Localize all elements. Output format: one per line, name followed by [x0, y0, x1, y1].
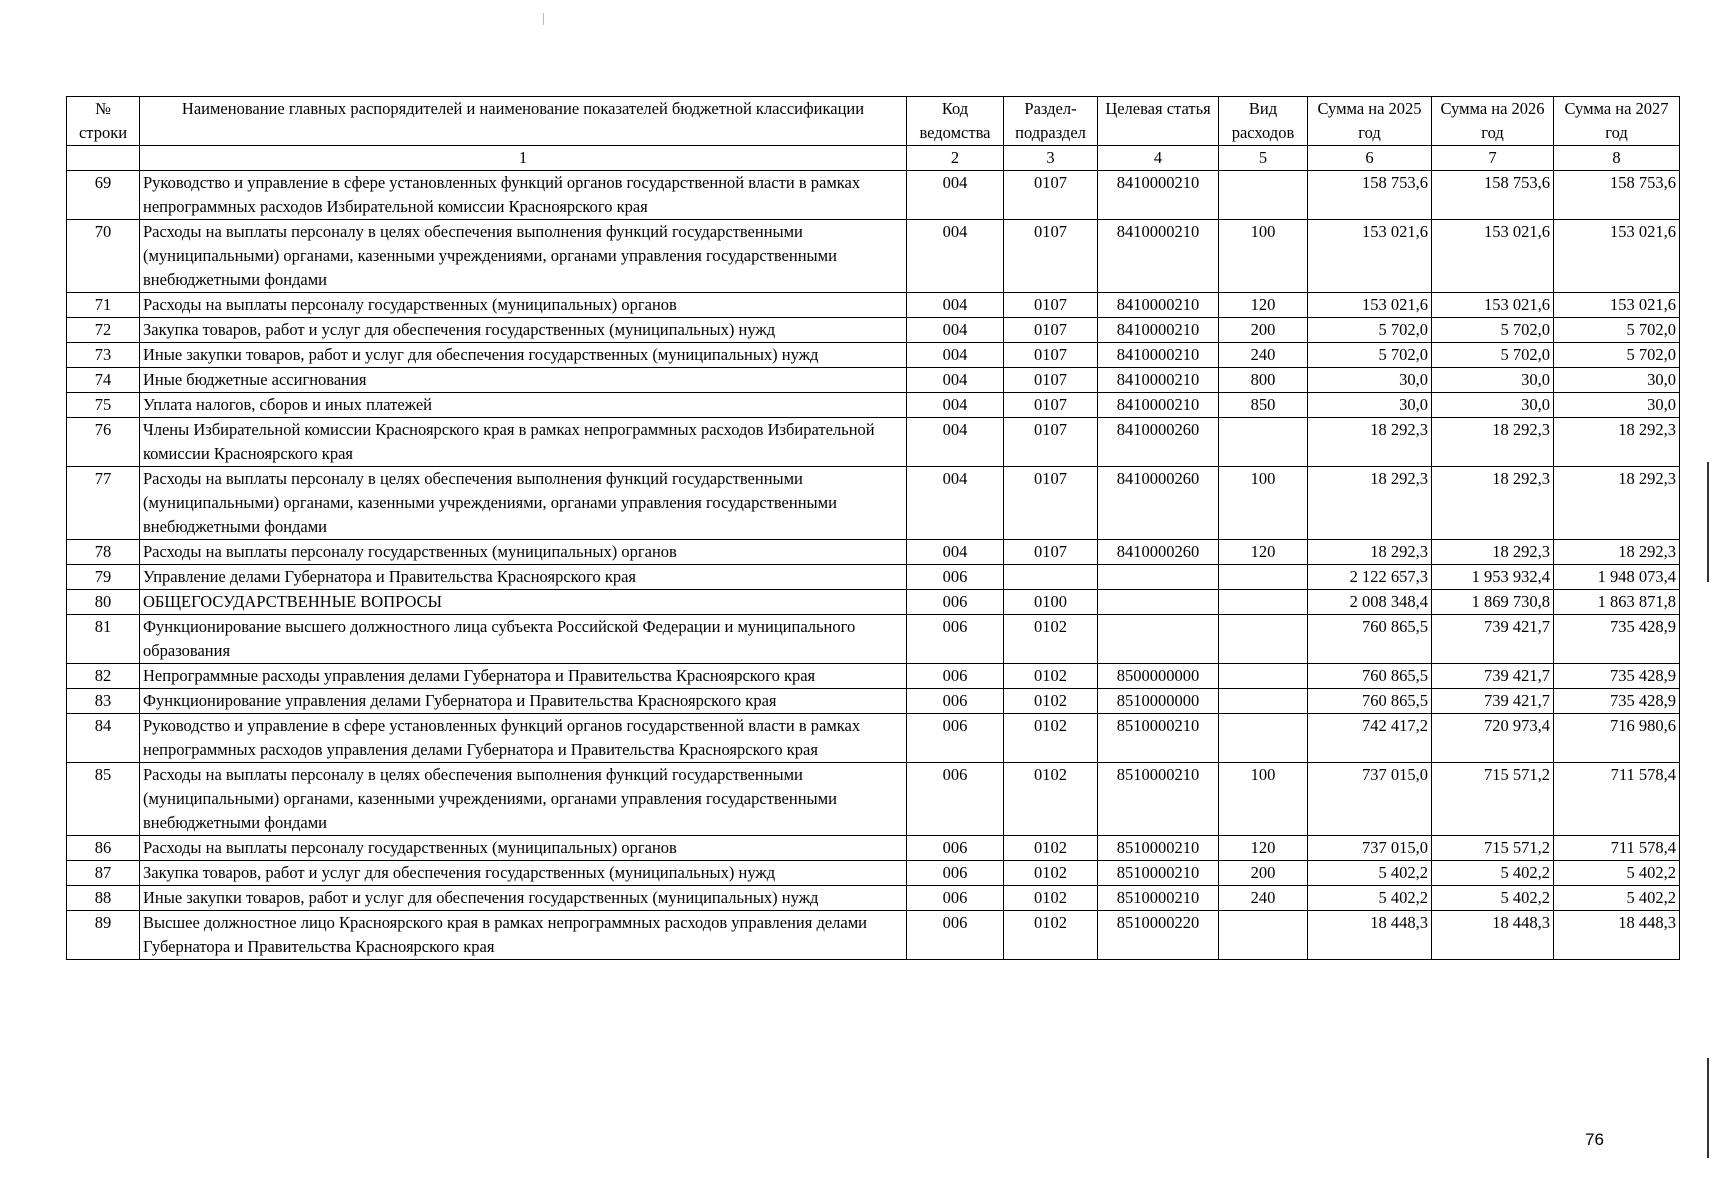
- row-target-article: [1098, 565, 1219, 590]
- column-number: [67, 146, 140, 171]
- row-target-article: 8410000260: [1098, 540, 1219, 565]
- row-section: 0102: [1004, 861, 1098, 886]
- row-number: 80: [67, 590, 140, 615]
- row-sum-2026: 5 702,0: [1432, 318, 1554, 343]
- table-row: [67, 467, 1680, 540]
- row-sum-2025: 30,0: [1308, 368, 1432, 393]
- row-name: Функционирование управления делами Губернатора и Правительства Красноярского края: [140, 689, 907, 714]
- row-dept-code: 006: [907, 763, 1004, 836]
- row-sum-2026: 720 973,4: [1432, 714, 1554, 763]
- column-number: 2: [907, 146, 1004, 171]
- row-sum-2026: 30,0: [1432, 393, 1554, 418]
- row-sum-2026: 153 021,6: [1432, 293, 1554, 318]
- row-name: ОБЩЕГОСУДАРСТВЕННЫЕ ВОПРОСЫ: [140, 590, 907, 615]
- row-sum-2025: 5 402,2: [1308, 886, 1432, 911]
- row-sum-2027: 735 428,9: [1554, 664, 1680, 689]
- row-name: Закупка товаров, работ и услуг для обеспечения государственных (муниципальных) нужд: [140, 318, 907, 343]
- row-dept-code: 004: [907, 171, 1004, 220]
- row-expense-type: 800: [1219, 368, 1308, 393]
- row-number: 76: [67, 418, 140, 467]
- row-name: Уплата налогов, сборов и иных платежей: [140, 393, 907, 418]
- row-sum-2027: 5 702,0: [1554, 343, 1680, 368]
- scan-mark: [543, 13, 544, 25]
- row-expense-type: 100: [1219, 467, 1308, 540]
- row-target-article: [1098, 615, 1219, 664]
- row-section: 0102: [1004, 836, 1098, 861]
- row-name: Члены Избирательной комиссии Красноярского края в рамках непрограммных расходов Избирательной комиссии Красноярского края: [140, 418, 907, 467]
- row-dept-code: 004: [907, 318, 1004, 343]
- header-row-no: № строки: [67, 97, 140, 146]
- row-sum-2025: 18 292,3: [1308, 418, 1432, 467]
- row-section: 0107: [1004, 343, 1098, 368]
- row-name: Закупка товаров, работ и услуг для обеспечения государственных (муниципальных) нужд: [140, 861, 907, 886]
- row-expense-type: [1219, 664, 1308, 689]
- row-number: 74: [67, 368, 140, 393]
- row-sum-2026: 18 292,3: [1432, 467, 1554, 540]
- row-dept-code: 006: [907, 664, 1004, 689]
- row-expense-type: [1219, 714, 1308, 763]
- row-number: 77: [67, 467, 140, 540]
- row-sum-2027: 5 402,2: [1554, 861, 1680, 886]
- table-row: [67, 540, 1680, 565]
- row-sum-2025: 742 417,2: [1308, 714, 1432, 763]
- table-row: [67, 318, 1680, 343]
- row-number: 71: [67, 293, 140, 318]
- row-expense-type: [1219, 171, 1308, 220]
- row-expense-type: [1219, 615, 1308, 664]
- row-target-article: 8510000210: [1098, 836, 1219, 861]
- row-dept-code: 006: [907, 861, 1004, 886]
- row-sum-2027: 711 578,4: [1554, 836, 1680, 861]
- budget-table: [66, 96, 1680, 960]
- row-target-article: 8410000210: [1098, 171, 1219, 220]
- row-sum-2025: 18 448,3: [1308, 911, 1432, 960]
- row-sum-2027: 735 428,9: [1554, 689, 1680, 714]
- header-section: Раздел-подраздел: [1004, 97, 1098, 146]
- row-sum-2025: 18 292,3: [1308, 540, 1432, 565]
- row-sum-2027: 735 428,9: [1554, 615, 1680, 664]
- row-expense-type: 120: [1219, 540, 1308, 565]
- row-expense-type: [1219, 689, 1308, 714]
- table-row: [67, 565, 1680, 590]
- header-expense-type: Вид расходов: [1219, 97, 1308, 146]
- row-target-article: 8410000210: [1098, 343, 1219, 368]
- row-sum-2025: 2 008 348,4: [1308, 590, 1432, 615]
- budget-sheet: [66, 96, 1679, 960]
- row-section: 0102: [1004, 886, 1098, 911]
- row-number: 69: [67, 171, 140, 220]
- row-name: Иные бюджетные ассигнования: [140, 368, 907, 393]
- row-target-article: 8410000210: [1098, 220, 1219, 293]
- row-sum-2027: 158 753,6: [1554, 171, 1680, 220]
- row-sum-2026: 1 953 932,4: [1432, 565, 1554, 590]
- row-dept-code: 006: [907, 590, 1004, 615]
- row-section: 0107: [1004, 467, 1098, 540]
- scan-edge-mark: [1707, 1058, 1709, 1158]
- row-section: 0107: [1004, 318, 1098, 343]
- row-target-article: 8410000260: [1098, 467, 1219, 540]
- row-expense-type: [1219, 911, 1308, 960]
- header-sum-2026: Сумма на 2026 год: [1432, 97, 1554, 146]
- row-sum-2025: 153 021,6: [1308, 220, 1432, 293]
- row-name: Функционирование высшего должностного лица субъекта Российской Федерации и муниципального образования: [140, 615, 907, 664]
- row-section: 0107: [1004, 171, 1098, 220]
- row-sum-2026: 739 421,7: [1432, 689, 1554, 714]
- row-sum-2025: 158 753,6: [1308, 171, 1432, 220]
- column-number: 1: [140, 146, 907, 171]
- page-number: 76: [1585, 1130, 1604, 1149]
- row-section: 0100: [1004, 590, 1098, 615]
- row-target-article: 8410000210: [1098, 293, 1219, 318]
- row-dept-code: 006: [907, 911, 1004, 960]
- row-number: 79: [67, 565, 140, 590]
- row-sum-2026: 1 869 730,8: [1432, 590, 1554, 615]
- row-name: Расходы на выплаты персоналу в целях обеспечения выполнения функций государственными (муниципальными) органами, казенными учреждениями, органами управления государственными внебюджетными фондами: [140, 763, 907, 836]
- row-number: 84: [67, 714, 140, 763]
- row-dept-code: 006: [907, 615, 1004, 664]
- row-dept-code: 006: [907, 836, 1004, 861]
- row-sum-2025: 5 702,0: [1308, 343, 1432, 368]
- row-number: 89: [67, 911, 140, 960]
- row-expense-type: [1219, 418, 1308, 467]
- row-sum-2027: 18 292,3: [1554, 540, 1680, 565]
- row-sum-2025: 737 015,0: [1308, 836, 1432, 861]
- row-sum-2027: 18 292,3: [1554, 418, 1680, 467]
- row-name: Управление делами Губернатора и Правительства Красноярского края: [140, 565, 907, 590]
- row-sum-2026: 739 421,7: [1432, 664, 1554, 689]
- table-row: [67, 343, 1680, 368]
- row-target-article: 8410000210: [1098, 393, 1219, 418]
- row-sum-2027: 711 578,4: [1554, 763, 1680, 836]
- row-name: Руководство и управление в сфере установленных функций органов государственной власти в рамках непрограммных расходов управления делами Губернатора и Правительства Красноярского края: [140, 714, 907, 763]
- column-number: 7: [1432, 146, 1554, 171]
- row-section: 0102: [1004, 664, 1098, 689]
- row-expense-type: 200: [1219, 318, 1308, 343]
- row-sum-2025: 760 865,5: [1308, 689, 1432, 714]
- header-row: [67, 97, 1680, 146]
- row-target-article: 8510000210: [1098, 763, 1219, 836]
- row-section: 0107: [1004, 293, 1098, 318]
- row-expense-type: 240: [1219, 886, 1308, 911]
- row-dept-code: 004: [907, 393, 1004, 418]
- row-sum-2025: 760 865,5: [1308, 615, 1432, 664]
- row-name: Высшее должностное лицо Красноярского края в рамках непрограммных расходов управления делами Губернатора и Правительства Красноярского края: [140, 911, 907, 960]
- column-number: 6: [1308, 146, 1432, 171]
- row-number: 75: [67, 393, 140, 418]
- row-sum-2027: 5 402,2: [1554, 886, 1680, 911]
- row-sum-2026: 158 753,6: [1432, 171, 1554, 220]
- row-target-article: 8410000210: [1098, 318, 1219, 343]
- header-sum-2027: Сумма на 2027 год: [1554, 97, 1680, 146]
- table-row: [67, 911, 1680, 960]
- row-sum-2026: 5 702,0: [1432, 343, 1554, 368]
- row-number: 86: [67, 836, 140, 861]
- row-target-article: 8510000210: [1098, 861, 1219, 886]
- column-number: 5: [1219, 146, 1308, 171]
- row-sum-2025: 5 702,0: [1308, 318, 1432, 343]
- row-sum-2027: 30,0: [1554, 393, 1680, 418]
- row-expense-type: 200: [1219, 861, 1308, 886]
- row-number: 82: [67, 664, 140, 689]
- row-sum-2025: 737 015,0: [1308, 763, 1432, 836]
- row-sum-2025: 30,0: [1308, 393, 1432, 418]
- table-row: [67, 368, 1680, 393]
- row-number: 81: [67, 615, 140, 664]
- row-dept-code: 006: [907, 714, 1004, 763]
- row-expense-type: 120: [1219, 293, 1308, 318]
- column-number: 8: [1554, 146, 1680, 171]
- table-row: [67, 615, 1680, 664]
- row-name: Руководство и управление в сфере установленных функций органов государственной власти в рамках непрограммных расходов Избирательной комиссии Красноярского края: [140, 171, 907, 220]
- row-name: Расходы на выплаты персоналу государственных (муниципальных) органов: [140, 540, 907, 565]
- row-dept-code: 004: [907, 368, 1004, 393]
- row-sum-2027: 18 292,3: [1554, 467, 1680, 540]
- table-row: [67, 171, 1680, 220]
- row-expense-type: [1219, 565, 1308, 590]
- row-dept-code: 006: [907, 565, 1004, 590]
- row-section: 0102: [1004, 689, 1098, 714]
- row-target-article: 8510000000: [1098, 689, 1219, 714]
- header-name: Наименование главных распорядителей и наименование показателей бюджетной классификации: [140, 97, 907, 146]
- row-sum-2025: 18 292,3: [1308, 467, 1432, 540]
- column-number: 3: [1004, 146, 1098, 171]
- table-row: [67, 418, 1680, 467]
- row-name: Расходы на выплаты персоналу государственных (муниципальных) органов: [140, 293, 907, 318]
- row-name: Расходы на выплаты персоналу государственных (муниципальных) органов: [140, 836, 907, 861]
- row-sum-2026: 18 292,3: [1432, 418, 1554, 467]
- row-name: Расходы на выплаты персоналу в целях обеспечения выполнения функций государственными (муниципальными) органами, казенными учреждениями, органами управления государственными внебюджетными фондами: [140, 467, 907, 540]
- row-dept-code: 004: [907, 220, 1004, 293]
- row-target-article: 8510000210: [1098, 886, 1219, 911]
- row-sum-2025: 153 021,6: [1308, 293, 1432, 318]
- row-expense-type: 100: [1219, 763, 1308, 836]
- row-dept-code: 004: [907, 293, 1004, 318]
- column-number: 4: [1098, 146, 1219, 171]
- row-dept-code: 006: [907, 689, 1004, 714]
- row-sum-2027: 153 021,6: [1554, 293, 1680, 318]
- row-target-article: 8510000220: [1098, 911, 1219, 960]
- table-row: [67, 836, 1680, 861]
- row-section: 0107: [1004, 540, 1098, 565]
- table-row: [67, 714, 1680, 763]
- row-sum-2027: 1 948 073,4: [1554, 565, 1680, 590]
- row-dept-code: 004: [907, 540, 1004, 565]
- row-name: Иные закупки товаров, работ и услуг для обеспечения государственных (муниципальных) нужд: [140, 886, 907, 911]
- table-row: [67, 393, 1680, 418]
- row-sum-2026: 715 571,2: [1432, 763, 1554, 836]
- row-sum-2026: 5 402,2: [1432, 861, 1554, 886]
- table-row: [67, 293, 1680, 318]
- row-sum-2026: 18 448,3: [1432, 911, 1554, 960]
- row-number: 70: [67, 220, 140, 293]
- row-dept-code: 004: [907, 467, 1004, 540]
- row-sum-2025: 2 122 657,3: [1308, 565, 1432, 590]
- row-dept-code: 004: [907, 343, 1004, 368]
- table-row: [67, 590, 1680, 615]
- header-sum-2025: Сумма на 2025 год: [1308, 97, 1432, 146]
- row-sum-2027: 716 980,6: [1554, 714, 1680, 763]
- table-row: [67, 689, 1680, 714]
- row-number: 72: [67, 318, 140, 343]
- row-number: 85: [67, 763, 140, 836]
- row-section: 0102: [1004, 714, 1098, 763]
- table-row: [67, 886, 1680, 911]
- column-number-row: [67, 146, 1680, 171]
- table-row: [67, 220, 1680, 293]
- row-sum-2027: 5 702,0: [1554, 318, 1680, 343]
- row-sum-2026: 18 292,3: [1432, 540, 1554, 565]
- row-expense-type: 100: [1219, 220, 1308, 293]
- row-sum-2027: 1 863 871,8: [1554, 590, 1680, 615]
- row-expense-type: 240: [1219, 343, 1308, 368]
- row-sum-2026: 30,0: [1432, 368, 1554, 393]
- row-target-article: [1098, 590, 1219, 615]
- row-sum-2025: 760 865,5: [1308, 664, 1432, 689]
- row-sum-2026: 153 021,6: [1432, 220, 1554, 293]
- row-expense-type: 850: [1219, 393, 1308, 418]
- row-sum-2025: 5 402,2: [1308, 861, 1432, 886]
- row-section: 0102: [1004, 763, 1098, 836]
- table-row: [67, 664, 1680, 689]
- row-name: Иные закупки товаров, работ и услуг для обеспечения государственных (муниципальных) нужд: [140, 343, 907, 368]
- row-name: Непрограммные расходы управления делами Губернатора и Правительства Красноярского края: [140, 664, 907, 689]
- header-dept: Код ведомства: [907, 97, 1004, 146]
- row-dept-code: 006: [907, 886, 1004, 911]
- row-number: 83: [67, 689, 140, 714]
- row-section: [1004, 565, 1098, 590]
- scan-edge-mark: [1707, 462, 1709, 582]
- row-number: 88: [67, 886, 140, 911]
- row-section: 0107: [1004, 393, 1098, 418]
- row-expense-type: [1219, 590, 1308, 615]
- row-sum-2026: 5 402,2: [1432, 886, 1554, 911]
- table-body: [67, 171, 1680, 960]
- row-sum-2027: 153 021,6: [1554, 220, 1680, 293]
- row-number: 73: [67, 343, 140, 368]
- row-number: 87: [67, 861, 140, 886]
- row-dept-code: 004: [907, 418, 1004, 467]
- header-target: Целевая статья: [1098, 97, 1219, 146]
- row-section: 0102: [1004, 615, 1098, 664]
- row-section: 0102: [1004, 911, 1098, 960]
- row-target-article: 8510000210: [1098, 714, 1219, 763]
- row-name: Расходы на выплаты персоналу в целях обеспечения выполнения функций государственными (муниципальными) органами, казенными учреждениями, органами управления государственными внебюджетными фондами: [140, 220, 907, 293]
- table-row: [67, 763, 1680, 836]
- row-section: 0107: [1004, 220, 1098, 293]
- row-target-article: 8410000210: [1098, 368, 1219, 393]
- row-target-article: 8410000260: [1098, 418, 1219, 467]
- row-target-article: 8500000000: [1098, 664, 1219, 689]
- row-sum-2026: 739 421,7: [1432, 615, 1554, 664]
- row-expense-type: 120: [1219, 836, 1308, 861]
- row-sum-2027: 30,0: [1554, 368, 1680, 393]
- row-section: 0107: [1004, 368, 1098, 393]
- row-number: 78: [67, 540, 140, 565]
- row-sum-2027: 18 448,3: [1554, 911, 1680, 960]
- row-section: 0107: [1004, 418, 1098, 467]
- row-sum-2026: 715 571,2: [1432, 836, 1554, 861]
- table-row: [67, 861, 1680, 886]
